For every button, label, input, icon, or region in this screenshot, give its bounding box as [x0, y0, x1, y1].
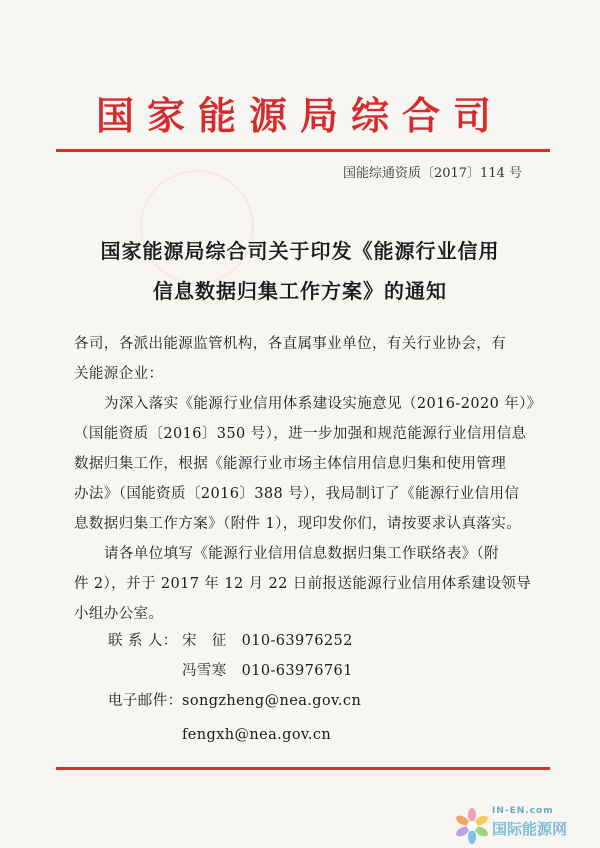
contact-person-2: 冯雪寒 010-63976761 [182, 663, 353, 679]
document-number: 国能综通资质〔2017〕114 号 [342, 166, 522, 181]
contact-email-2: fengxh@nea.gov.cn [182, 727, 332, 743]
issuing-organization-header: 国家能源局综合司 [95, 93, 504, 138]
header-red-rule [56, 149, 550, 152]
body-line: 小组办公室。 [74, 606, 164, 622]
contact-email-1: songzheng@nea.gov.cn [182, 693, 362, 709]
document-title-line-2: 信息数据归集工作方案》的通知 [153, 279, 447, 303]
sunflower-logo-icon [454, 808, 490, 844]
contact-person-1: 宋 征 010-63976252 [182, 633, 353, 649]
in-en-watermark-logo [454, 802, 594, 842]
body-line: 请各单位填写《能源行业信用信息数据归集工作联络表》（附 [104, 546, 500, 562]
body-line: 件 2），并于 2017 年 12 月 22 日前报送能源行业信用体系建设领导 [74, 576, 532, 592]
footer-red-rule [56, 767, 550, 770]
body-line: 为深入落实《能源行业信用体系建设实施意见（2016-2020 年）》 [104, 396, 542, 412]
body-line: 各司，各派出能源监管机构，各直属事业单位，有关行业协会，有 [74, 336, 507, 352]
body-line: 关能源企业： [74, 366, 164, 382]
watermark-main-text: 国际能源网 [492, 820, 568, 838]
faint-seal-stamp [140, 170, 254, 284]
email-label: 电子邮件： [108, 693, 183, 709]
body-line: 数据归集工作，根据《能源行业市场主体信用信息归集和使用管理 [74, 456, 507, 472]
watermark-subtext: IN-EN.com [492, 806, 554, 816]
body-line: 办法》（国能资质〔2016〕388 号），我局制订了《能源行业信用信 [74, 486, 520, 502]
document-title-line-1: 国家能源局综合司关于印发《能源行业信用 [100, 239, 500, 263]
body-line: （国能资质〔2016〕350 号），进一步加强和规范能源行业信用信息 [74, 426, 527, 442]
body-line: 息数据归集工作方案》（附件 1），现印发你们，请按要求认真落实。 [74, 516, 522, 532]
contact-label: 联 系 人： [108, 633, 178, 649]
